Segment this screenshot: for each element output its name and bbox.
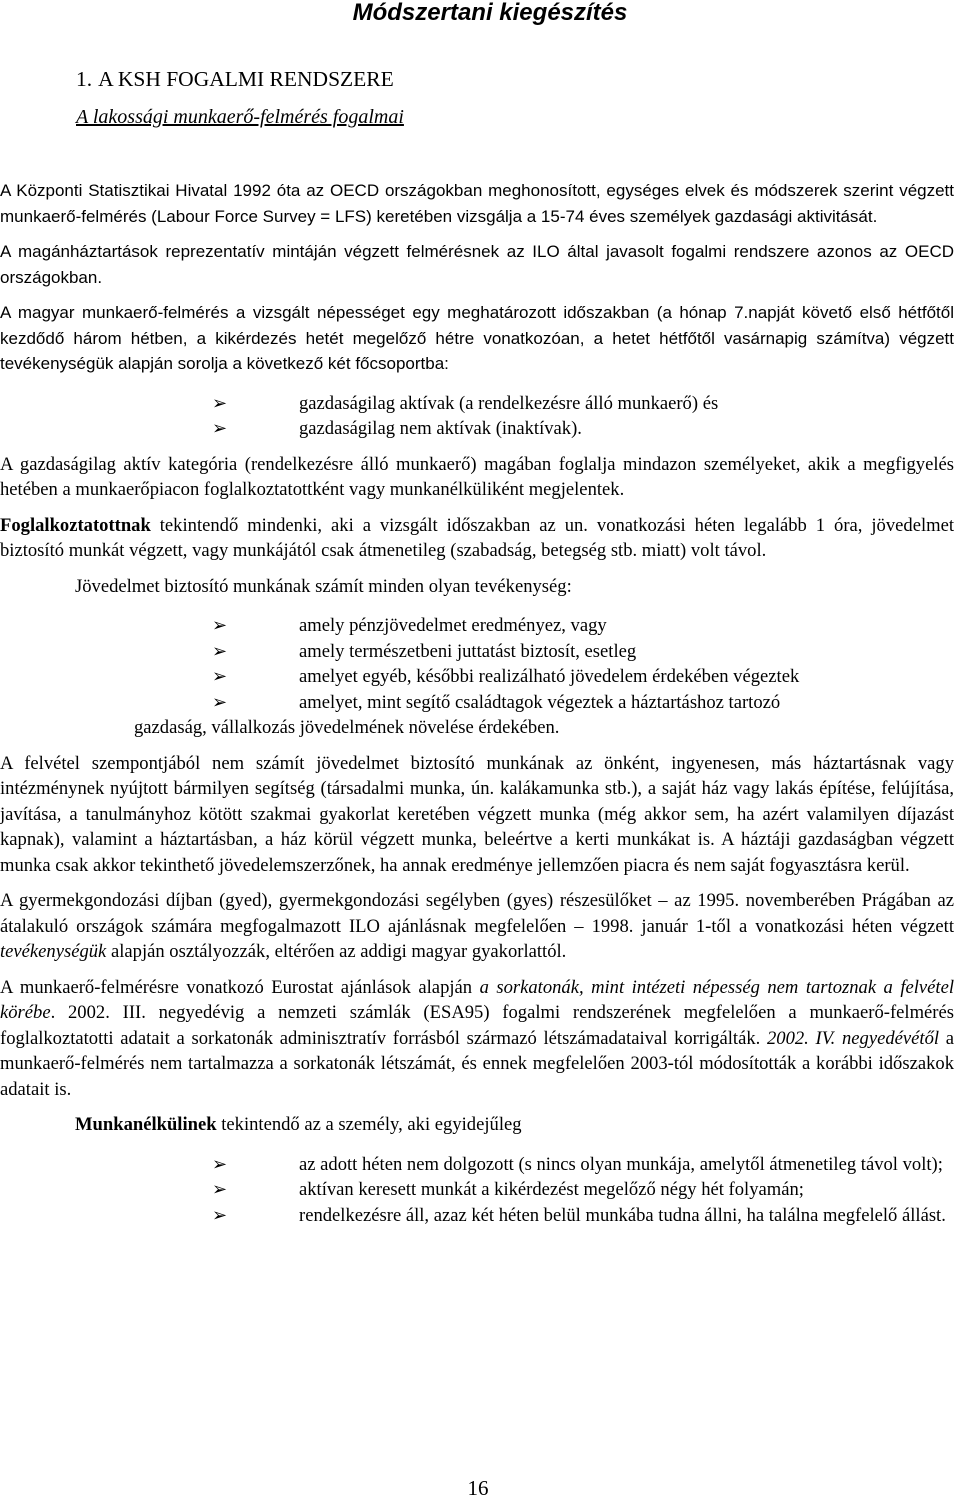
unemployed-definition: Munkanélkülinek tekintendő az a személy, aki egyidejűleg (75, 1114, 522, 1135)
list-item: ➢ amelyet, mint segítő családtagok végeztek a háztartáshoz tartozó gazdaság, vállalkozás jövedelmének növelése érdekében. (134, 691, 781, 738)
list-item: ➢ amely pénzjövedelmet eredményez, vagy (0, 613, 954, 639)
section-title: A KSH FOGALMI RENDSZERE (98, 67, 394, 91)
activity-groups-list (0, 391, 954, 442)
intro-paragraph-1: A Központi Statisztikai Hivatal 1992 óta az OECD országokban meghonosított, egységes elvek és módszerek szerint végzett munkaerő-felmérés (Labour Force Survey = LFS) keretében vizsgálja a 15-74 éves személyek gazdasági aktivitását. (0, 181, 954, 226)
intro-paragraph-2: A magánháztartások reprezentatív mintáján végzett felmérésnek az ILO által javasolt fogalmi rendszere azonos az OECD országokban. (0, 242, 954, 287)
arrowhead-bullet-icon: ➢ (212, 418, 228, 438)
childcare-paragraph: A gyermekgondozási díjban (gyed), gyermekgondozási segélyben (gyes) részesülőket – az 1995. novemberében Prágában az átalakuló országok számára megfogalmazott ILO ajánlásnak megfelelően – 1998. január 1-től a vonatkozási héten végzett tevékenységük alapján osztályozzák, eltérően az addigi magyar gyakorlattól. (0, 890, 954, 962)
excluded-work-paragraph: A felvétel szempontjából nem számít jövedelmet biztosító munkának az önként, ingyenesen, más háztartásnak vagy intézménynek nyújtott bármilyen segítség (társadalmi munka, ún. kalákamunka stb.), a saját ház vagy lakás építése, felújítása, javítása, a tanulmányhoz kötött szakmai gyakorlat keretében végzett munka (még akkor sem, ha azért valamilyen díjazást kapnak), valamint a háztartásban, a ház körül végzett munka, beleértve a kerti munkákat is. A háztáji gazdaságban végzett munka csak akkor tekinthető jövedelemszerzőnek, ha annak eredménye jellemzően piacra és nem saját fogyasztásra kerül. (0, 752, 954, 876)
list-item: ➢ gazdaságilag nem aktívak (inaktívak). (0, 416, 954, 442)
page-number: 16 (467, 1476, 489, 1500)
arrowhead-bullet-icon: ➢ (212, 615, 228, 635)
body-text (0, 178, 954, 1238)
list-item: ➢ az adott héten nem dolgozott (s nincs olyan munkája, amelytől átmenetileg távol volt); (0, 1152, 954, 1178)
list-item: ➢ aktívan keresett munkát a kikérdezést megelőző négy hét folyamán; (0, 1177, 954, 1203)
list-item: ➢ amely természetbeni juttatást biztosít, esetleg (0, 639, 954, 665)
eurostat-paragraph: A munkaerő-felmérésre vonatkozó Eurostat ajánlások alapján a sorkatonák, mint intézeti népesség nem tartoznak a felvétel körébe. 2002. III. negyedévig a nemzeti számlák (ESA95) fogalmi rendszerének megfelelően a munkaerő-felmérés foglalkoztatotti adatait a sorkatonák adminisztratív forrásból származó létszámadataival korrigálták. 2002. IV. negyedévétől a munkaerő-felmérés nem tartalmazza a sorkatonák létszámát, és ennek megfelelően 2003-tól módosították a korábbi időszakok adatait is. (0, 976, 954, 1100)
unemployed-term: Munkanélkülinek (75, 1114, 217, 1135)
arrowhead-bullet-icon: ➢ (212, 1204, 228, 1225)
arrowhead-bullet-icon: ➢ (212, 1179, 228, 1199)
arrowhead-bullet-icon: ➢ (212, 392, 228, 413)
active-category-paragraph: A gazdaságilag aktív kategória (rendelkezésre álló munkaerő) magában foglalja mindazon személyeket, akik a megfigyelés hetében a munkaerőpiacon foglalkoztatottként vagy munkanélküliként megjelentek. (0, 453, 954, 500)
employed-term: Foglalkoztatottnak (0, 514, 151, 536)
income-intro: Jövedelmet biztosító munkának számít minden olyan tevékenység: (75, 575, 572, 597)
unemployed-criteria-list (0, 1152, 954, 1229)
arrowhead-bullet-icon: ➢ (212, 1153, 228, 1174)
list-item: ➢ rendelkezésre áll, azaz két héten belül munkába tudna állni, ha találna megfelelő állást. (0, 1203, 954, 1229)
page-title: Módszertani kiegészítés (352, 0, 628, 26)
section-heading (76, 66, 394, 92)
income-activity-list (0, 613, 954, 741)
list-item: ➢ amelyet egyéb, későbbi realizálható jövedelem érdekében végeztek (0, 664, 954, 690)
arrowhead-bullet-icon: ➢ (212, 666, 228, 686)
employed-definition: Foglalkoztatottnak tekintendő mindenki, aki a vizsgált időszakban az un. vonatkozási héten legalább 1 óra, jövedelmet biztosító munkát végzett, vagy munkájától csak átmenetileg (szabadság, betegség stb. miatt) volt távol. (0, 514, 954, 561)
survey-paragraph: A magyar munkaerő-felmérés a vizsgált népességet egy meghatározott időszakban (a hónap 7.napját követő első hétfőtől kezdődő három hétben, a kikérdezés hetét megelőző hétre vonatkozóan, a hetet hétfőtől vasárnapig számítva) végzett tevékenységük alapján sorolja a következő két főcsoportba: (0, 303, 954, 373)
section-number: 1. (76, 67, 93, 91)
arrowhead-bullet-icon: ➢ (212, 691, 228, 712)
arrowhead-bullet-icon: ➢ (212, 640, 228, 661)
list-item: ➢ gazdaságilag aktívak (a rendelkezésre álló munkaerő) és (0, 391, 954, 417)
subsection-heading: A lakossági munkaerő-felmérés fogalmai (76, 106, 404, 128)
